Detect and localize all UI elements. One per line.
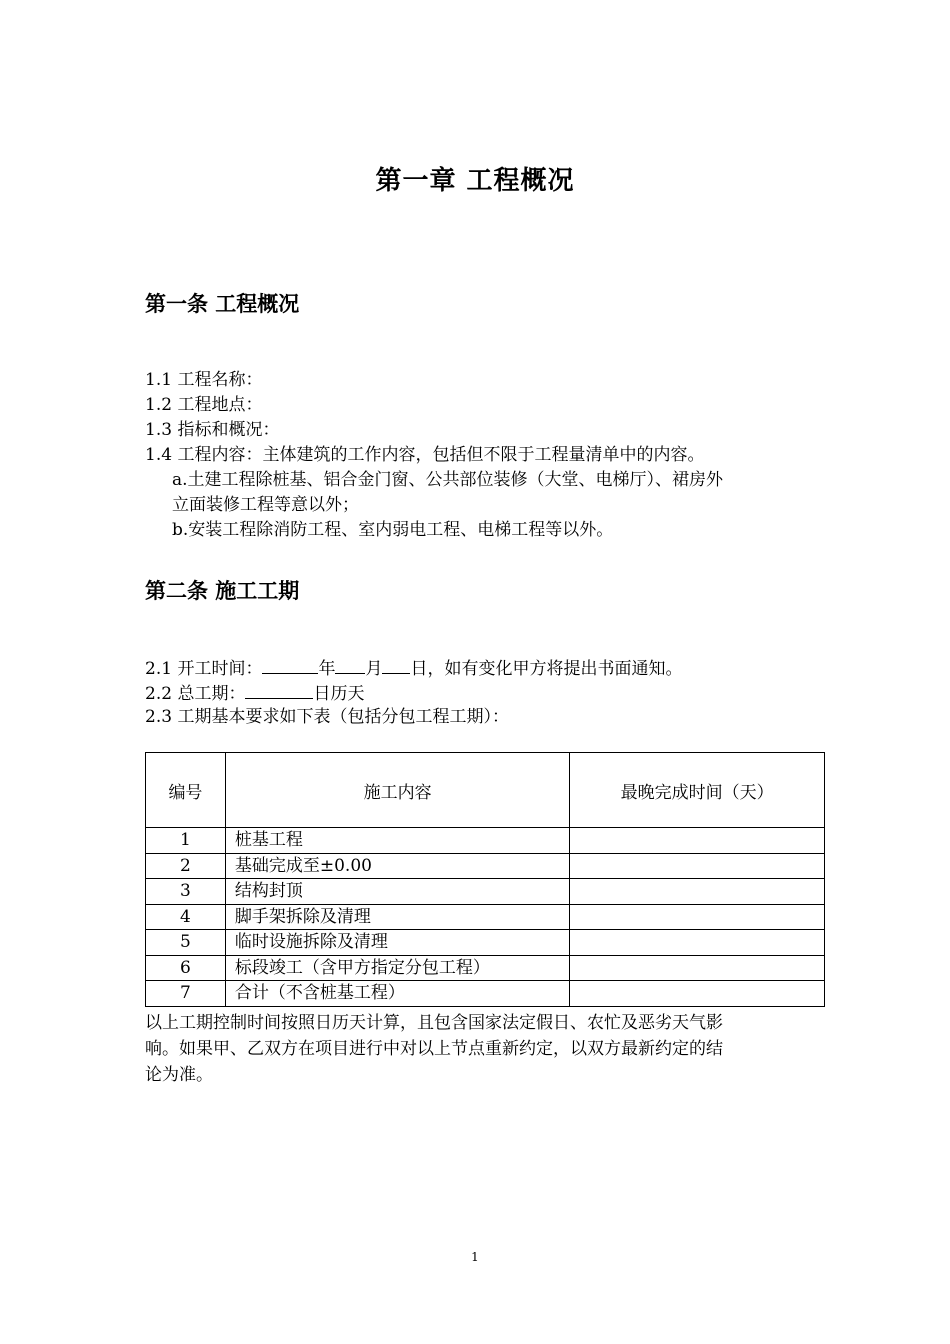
table-row [146, 853, 825, 879]
table-row [146, 981, 825, 1007]
row-content: 脚手架拆除及清理 [225, 904, 569, 930]
row-number: 4 [146, 904, 226, 930]
note-line: 论为准。 [145, 1065, 213, 1085]
chapter-title: 第一章 工程概况 [375, 166, 575, 196]
row-content: 标段竣工（含甲方指定分包工程） [225, 955, 569, 981]
note-line: 响。如果甲、乙双方在项目进行中对以上节点重新约定，以双方最新约定的结 [145, 1039, 723, 1059]
header-deadline: 最晚完成时间（天） [570, 753, 825, 828]
item-project-location: 1.2 工程地点： [145, 395, 263, 415]
row-number: 5 [146, 930, 226, 956]
row-number: 3 [146, 879, 226, 905]
year-label: 年 [318, 659, 336, 679]
schedule-table [145, 752, 825, 1007]
header-content: 施工内容 [225, 753, 569, 828]
row-deadline [570, 853, 825, 879]
month-blank [335, 655, 365, 674]
day-text: 日，如有变化甲方将提出书面通知。 [410, 659, 683, 679]
item-total-duration [145, 680, 364, 707]
total-duration-suffix: 日历天 [313, 684, 365, 704]
table-row [146, 955, 825, 981]
total-duration-label: 2.2 总工期： [145, 684, 246, 704]
month-label: 月 [365, 659, 383, 679]
item-indicators: 1.3 指标和概况： [145, 420, 280, 440]
day-blank [382, 655, 410, 674]
table-row [146, 879, 825, 905]
schedule-note [145, 1010, 825, 1088]
row-content: 合计（不含桩基工程） [225, 981, 569, 1007]
row-deadline [570, 879, 825, 905]
item-table-intro: 2.3 工期基本要求如下表（包括分包工程工期）： [145, 707, 509, 727]
row-deadline [570, 904, 825, 930]
row-content: 桩基工程 [225, 828, 569, 854]
table-row [146, 904, 825, 930]
note-line: 以上工期控制时间按照日历天计算，且包含国家法定假日、农忙及恶劣天气影 [145, 1013, 723, 1033]
row-deadline [570, 981, 825, 1007]
table-row [146, 930, 825, 956]
row-number: 2 [146, 853, 226, 879]
section-title-schedule: 第二条 施工工期 [145, 579, 300, 603]
section-title-overview: 第一条 工程概况 [145, 292, 300, 316]
total-duration-blank [245, 680, 313, 699]
row-content: 基础完成至±0.00 [225, 853, 569, 879]
row-number: 1 [146, 828, 226, 854]
row-deadline [570, 828, 825, 854]
sub-item-installation-works: b.安装工程除消防工程、室内弱电工程、电梯工程等以外。 [172, 520, 614, 540]
table-header-row [146, 753, 825, 828]
item-start-date [145, 655, 682, 682]
item-project-name: 1.1 工程名称： [145, 370, 263, 390]
row-number: 6 [146, 955, 226, 981]
sub-item-civil-works: a.土建工程除桩基、铝合金门窗、公共部位装修（大堂、电梯厅）、裙房外 [172, 470, 724, 490]
row-deadline [570, 930, 825, 956]
row-content: 结构封顶 [225, 879, 569, 905]
start-date-label: 2.1 开工时间： [145, 659, 263, 679]
header-number: 编号 [146, 753, 226, 828]
item-project-content: 1.4 工程内容：主体建筑的工作内容，包括但不限于工程量清单中的内容。 [145, 445, 705, 465]
sub-item-civil-works-cont: 立面装修工程等意以外； [172, 495, 359, 515]
page-number: 1 [471, 1250, 479, 1264]
year-blank [262, 655, 318, 674]
row-deadline [570, 955, 825, 981]
table-row [146, 828, 825, 854]
row-number: 7 [146, 981, 226, 1007]
row-content: 临时设施拆除及清理 [225, 930, 569, 956]
